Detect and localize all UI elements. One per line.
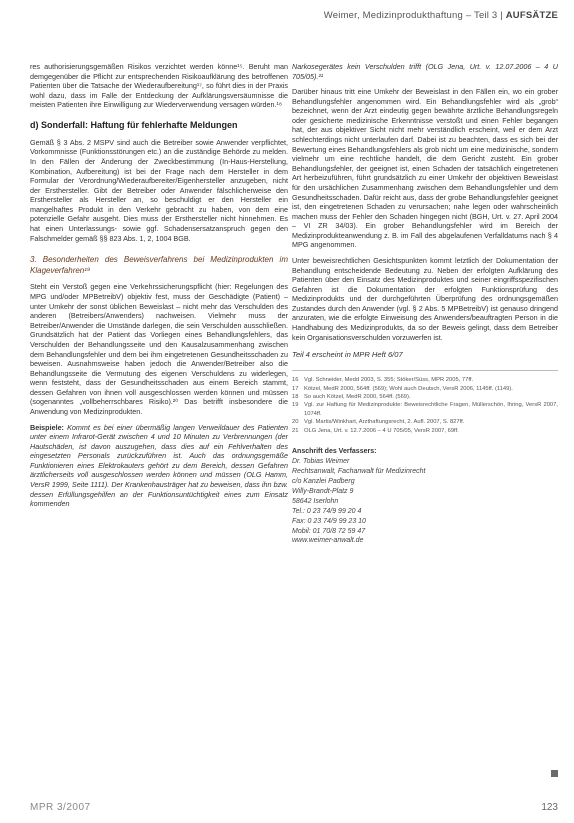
footnote-number: 21	[292, 427, 299, 434]
footnote	[292, 385, 558, 393]
right-column	[292, 62, 558, 546]
journal-issue: MPR 3/2007	[30, 802, 91, 813]
footnote-text: So auch Kötzel, MedR 2000, 564ff. (569).	[304, 394, 411, 401]
author-address	[292, 447, 558, 546]
paragraph: Darüber hinaus tritt eine Umkehr der Beweislast in den Fällen ein, wo ein grober Behandlungsfehler angenommen wird. Ein Behandlungsfehler wird als „grob“ bezeichnet, wenn der Arzt eindeutig gegen bewährte ärztliche Behandlungsregeln oder gesicherte medizinische Erkenntnisse verstoßt und einen Fehler begangen hat, der aus objektiver Sicht nicht mehr verständlich erscheint, weil er dem Arzt schlechterdings nicht unterlaufen darf. Dabei ist zu beachten, dass es sich bei der Bewertung eines Behandlungsfehlers als grob nicht um eine medizinische, sondern vielmehr um eine rechtliche handelt, die dem Gericht zusteht. Ein grober Behandlungsfehler, der geeignet ist, einen Schaden der tatsächlich eingetretenen Art herbeizuführen, führt grundsätzlich zu einer Umkehr der objektiven Beweislast für den ursächlichen Zusammenhang zwischen dem Behandlungsfehler und dem Gesundheitsschaden. Dafür reicht aus, dass der grobe Behandlungsfehler geeignet ist, den eingetretenen Schaden zu verursachen; nahe legen oder wahrscheinlich machen muss der Fehler den Schaden hingegen nicht (BGH, Urt. v. 27. April 2004 – VI ZR 34/03). Ein grober Behandlungsfehler wird im Bereich der Medizinprodukteanwendung z. B. im Fall des abgelaufenen Verfalldatums nach § 4 MPG angenommen.	[292, 87, 558, 250]
author-website-link[interactable]: www.weimer-anwalt.de	[292, 537, 364, 545]
paragraph: Narkosegerätes kein Verschulden trifft (OLG Jena, Urt. v. 12.07.2006 – 4 U 705/05).²¹	[292, 62, 558, 81]
footnote	[292, 418, 558, 426]
footnote-number: 17	[292, 385, 299, 392]
address-line: Dr. Tobias Weimer	[292, 457, 350, 465]
example-label: Beispiele:	[30, 422, 64, 432]
footnotes	[292, 370, 558, 435]
address-label: Anschrift des Verfassers:	[292, 448, 377, 456]
footnote-number: 19	[292, 402, 299, 409]
footnote-text: OLG Jena, Urt. v. 12.7.2006 – 4 U 705/05, VersR 2007, 69ff.	[304, 427, 459, 434]
footnote	[292, 401, 558, 418]
address-line: Tel.: 0 23 74/9 99 20 4	[292, 507, 362, 515]
page-number: 123	[541, 802, 558, 813]
footnote-text: Vgl. zur Haftung für Medizinprodukte: Beweisrechtliche Fragen, Müllerschön, Ihring, VersR 2007, 1074ff.	[304, 402, 558, 417]
footnote	[292, 376, 558, 384]
paragraph: Unter beweisrechtlichen Gesichtspunkten kommt letztlich der Dokumentation der Behandlung entscheidende Bedeutung zu. Neben der erfolgten Aufklärung des Patienten über den Einsatz des Medizinproduktes und seiner eingriffsspezifischen Gefahren ist die Dokumentation der erfolgten Funktionsprüfung des Medizinprodukts und der durchgeführten Überprüfung des ordnungsgemäßen Zustandes durch den Anwender (vgl. § 2 Abs. 5 MPBetreibV) ist genauso dringend anzuraten, wie die erfolgte Einweisung des Anwenders/beauftragten Person in die Handhabung des Medizinprodukts, da so der Beweis gelingt, dass dem Betreiber kein Organisationsverschulden vorzuwerfen ist.	[292, 255, 558, 342]
address-line: Willy-Brandt-Platz 9	[292, 487, 354, 495]
continuation-note: Teil 4 erscheint in MPR Heft 6/07	[292, 350, 403, 360]
footnote-text: Kötzel, MedR 2000, 564ff. (569); Wohl auch Deutsch, VersR 2006, 1145ff. (1149).	[304, 385, 513, 392]
footnote	[292, 427, 558, 435]
running-title: Weimer, Medizinprodukthaftung – Teil 3	[323, 10, 498, 21]
footnote-text: Vgl. Martis/Winkhart, Arzthaftungsrecht, 2. Aufl. 2007, S. 827ff.	[304, 419, 465, 426]
section-heading: 3. Besonderheiten des Beweisverfahrens bei Medizinprodukten im Klageverfahren¹⁹	[30, 255, 288, 275]
end-of-article-square-icon	[551, 770, 558, 777]
paragraph: Steht ein Verstoß gegen eine Verkehrssicherungspflicht (hier: Regelungen des MPG und/oder MPBetreibV) objektiv fest, muss der Geschädigte (Patient) – unter Umkehr der sonst üblichen Beweislast – nicht mehr das Verschulden des anderen (Betreibers/Anwenders) nachweisen. Vielmehr muss der Betreiber/Anwender die Umstände darlegen, die sein Verschulden ausschließen. Grundsätzlich hat der Patient das Vorliegen eines Behandlungsfehlers, das Verschulden der Behandlungsseite und den Kausalzusammenhang zwischen dem Behandlungsfehler und dem bei ihm eingetretenen Gesundheitsschaden zu beweisen. Ausnahmsweise haben jedoch die Anwender/Betreiber also die Behandlungsseite die Vermutung des eigenen Verschuldens zu widerlegen, wenn feststeht, dass der Gesundheitsschaden aus einem Bereich stammt, dessen Gefahren von ihnen voll ausgeschlossen werden können und müssen (sogenanntes „vollbeherrschbares Risiko).²⁰ Das betrifft insbesondere die Anwendung von Medizinprodukten.	[30, 282, 288, 416]
footnote-number: 20	[292, 419, 299, 426]
address-line: Rechtsanwalt, Fachanwalt für Medizinrecht	[292, 467, 426, 475]
footnote	[292, 393, 558, 401]
example-text: Kommt es bei einer übermäßig langen Verweildauer des Patienten unter einem Infrarot-Gerät zwischen 4 und 10 Minuten zu Verbrennungen (der Hautschäden, ist davon auszugehen, dass dies auf ein Fehlverhalten des eingesetzten Personals zurückzuführen ist. Auch das ordnungsgemäße Funktionieren eines Elektrokauters gehört zu dem Bereich, dessen Gefahren ärztlicherseits voll ausgeschlossen werden können und müssen (OLG Hamm, VersR 1999, Seite 1111). Der Krankenhausträger hat zu beweisen, dass ihn bzw. dessen Erfüllungsgehilfen an der Funktionsuntüchtigkeit eines zum Einsatz kommenden	[30, 422, 288, 509]
section-label: AUFSÄTZE	[505, 10, 558, 21]
address-line: 58642 Iserlohn	[292, 497, 339, 505]
running-header	[324, 10, 558, 21]
address-line: Fax: 0 23 74/9 99 23 10	[292, 517, 366, 525]
address-line: c/o Kanzlei Padberg	[292, 477, 355, 485]
example-paragraph	[30, 423, 288, 509]
footnote-number: 18	[292, 394, 299, 401]
header-divider: |	[500, 10, 506, 21]
subsection-heading: d) Sonderfall: Haftung für fehlerhafte Meldungen	[30, 119, 238, 130]
paragraph: Gemäß § 3 Abs. 2 MSPV sind auch die Betreiber sowie Anwender verpflichtet, Vorkommnisse (Funktionsstörungen etc.) an die zuständige Behörde zu melden. In den Fällen der Änderung der Zweckbestimmung (In-Haus-Herstellung, Kombination, Aufbereitung) ist bei der Frage nach dem Hersteller in dem Formular der Verordnung/Wiederaufbereiter/Eigenhersteller anzugeben, nicht der Ersthersteller. Gibt der Betreiber oder Anwender fälschlicherweise den Ersthersteller als Hersteller an, so beschuldigt er den Hersteller ein mangelhaftes Produkt in den Verkehr gebracht zu haben, von dem eine potenzielle Gefahr ausgeht. Dies muss der Ersthersteller nicht hinnehmen. Es hat einen Unterlassungs- sowie ggf. Schadensersatzanspruch gegen den Falschmelder gemäß §§ 823 Abs. 1, 2, 1004 BGB.	[30, 137, 288, 243]
footnote-number: 16	[292, 377, 299, 384]
footnote-text: Vgl. Schneider, Medd 2003, S. 355; Stöker/Süss, MPR 2005, 77ff.	[304, 377, 474, 384]
paragraph: res authorisierungsgemäßen Risikos verzichtet werden könne¹⁵. Beruht man demgegenüber die Pflicht zur entsprechenden Risikoaufklärung des betroffenen Patienten über die Tatsache der Wiederaufbereitung¹⁷, so führt dies in der Praxis wohl dazu, dass im Falle der Entdeckung der Aufklärungsversäumnisse die meisten Patienten ihre Einwilligung zur Wiederverwendung versagen würden.¹⁸	[30, 62, 288, 110]
address-line: Mobil: 01 70/8 72 59 47	[292, 527, 366, 535]
left-column	[30, 62, 288, 515]
